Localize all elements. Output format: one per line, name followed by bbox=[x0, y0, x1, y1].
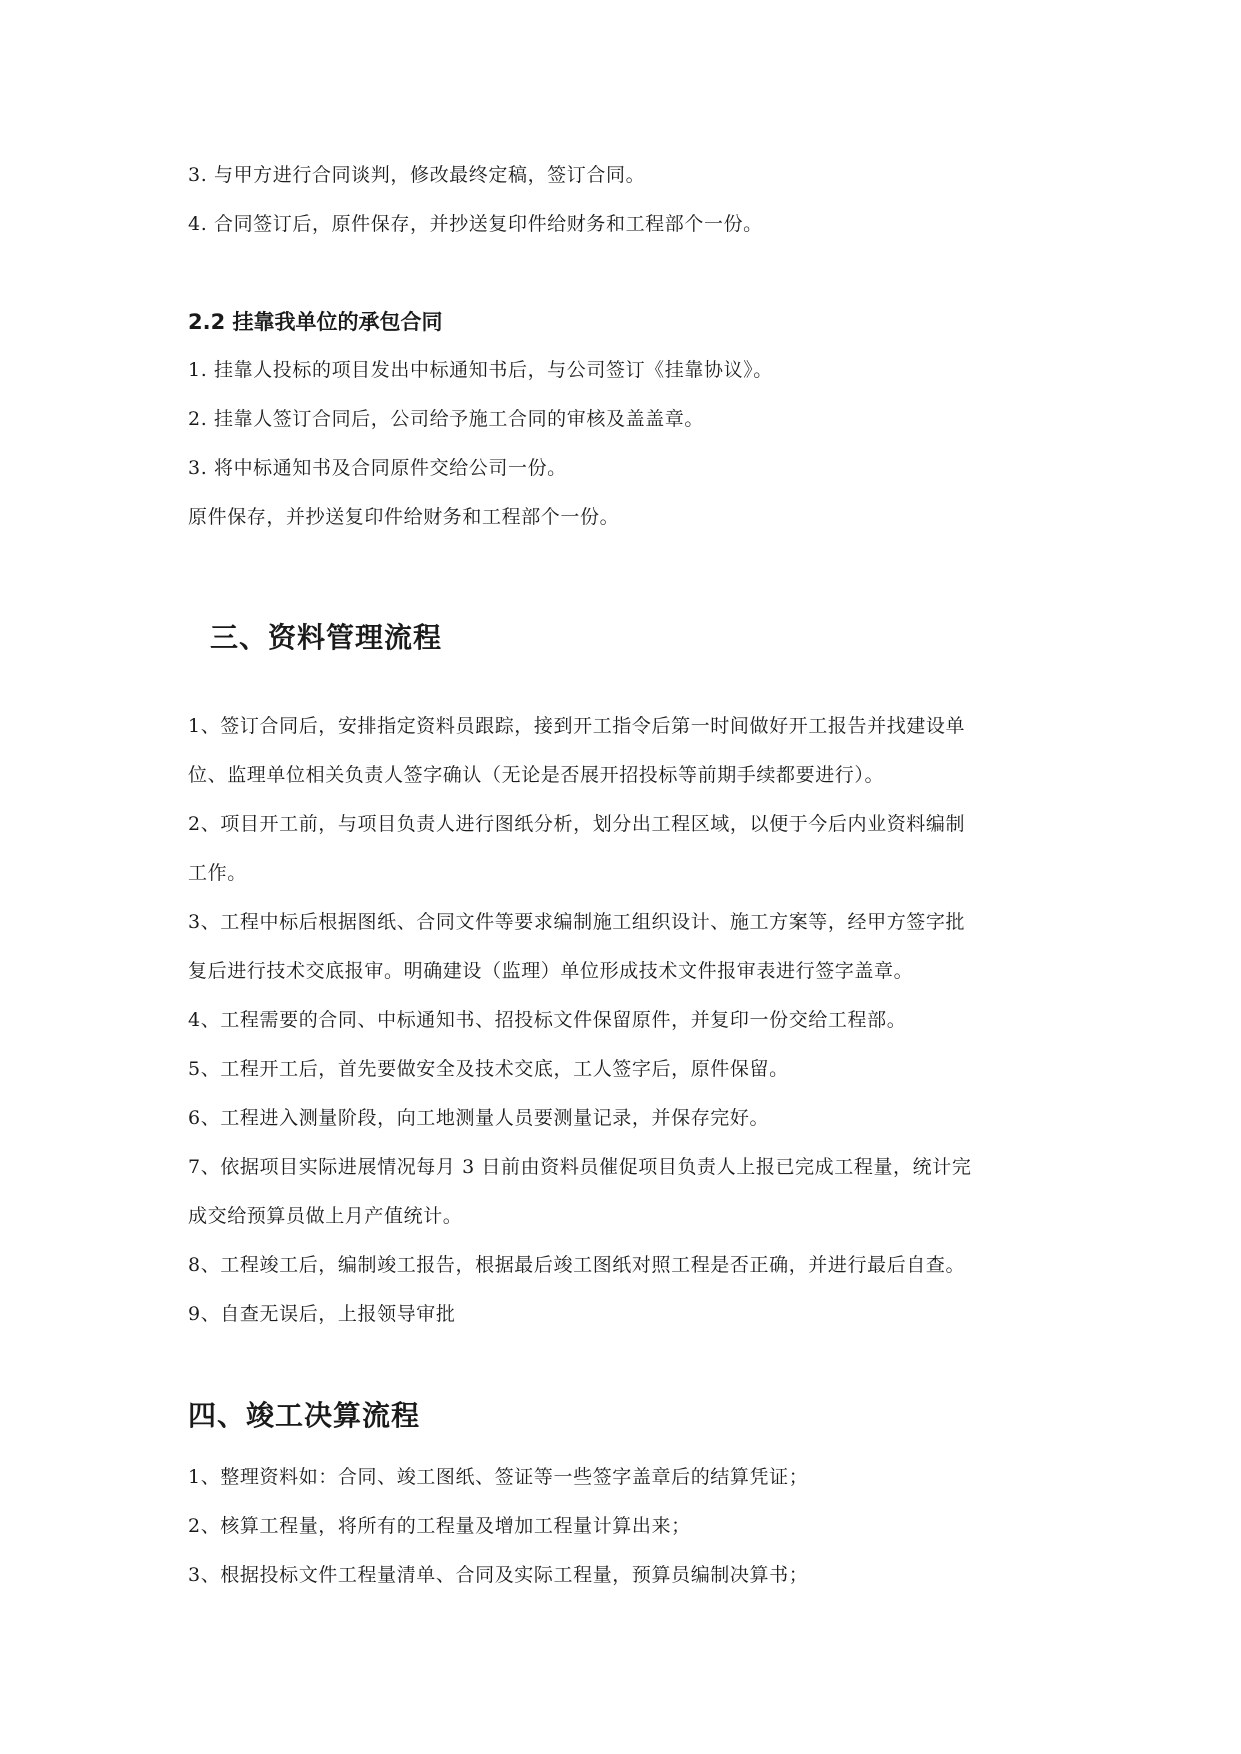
subsection-2-2-title: 2.2 挂靠我单位的承包合同 bbox=[188, 310, 443, 334]
doc-step-line: 5、工程开工后，首先要做安全及技术交底，工人签字后，原件保留。 bbox=[188, 1058, 789, 1080]
affiliate-step-1: 1. 挂靠人投标的项目发出中标通知书后，与公司签订《挂靠协议》。 bbox=[188, 359, 773, 381]
doc-step-line: 工作。 bbox=[188, 862, 247, 884]
contract-step-4: 4. 合同签订后，原件保存，并抄送复印件给财务和工程部个一份。 bbox=[188, 213, 763, 235]
settlement-step-line: 2、核算工程量，将所有的工程量及增加工程量计算出来； bbox=[188, 1515, 691, 1537]
settlement-step-line: 1、整理资料如：合同、竣工图纸、签证等一些签字盖章后的结算凭证； bbox=[188, 1466, 809, 1488]
doc-step-line: 位、监理单位相关负责人签字确认（无论是否展开招投标等前期手续都要进行）。 bbox=[188, 764, 885, 786]
doc-step-line: 8、工程竣工后，编制竣工报告，根据最后竣工图纸对照工程是否正确，并进行最后自查。 bbox=[188, 1254, 966, 1276]
doc-step-line: 2、项目开工前，与项目负责人进行图纸分析，划分出工程区域，以便于今后内业资料编制 bbox=[188, 813, 966, 835]
doc-step-line: 4、工程需要的合同、中标通知书、招投标文件保留原件，并复印一份交给工程部。 bbox=[188, 1009, 907, 1031]
affiliate-note: 原件保存，并抄送复印件给财务和工程部个一份。 bbox=[188, 506, 620, 528]
doc-step-line: 7、依据项目实际进展情况每月 3 日前由资料员催促项目负责人上报已完成工程量，统计完 bbox=[188, 1156, 972, 1178]
doc-step-line: 9、自查无误后，上报领导审批 bbox=[188, 1303, 456, 1325]
contract-step-3: 3. 与甲方进行合同谈判，修改最终定稿，签订合同。 bbox=[188, 164, 646, 186]
affiliate-step-3: 3. 将中标通知书及合同原件交给公司一份。 bbox=[188, 457, 567, 479]
doc-step-line: 成交给预算员做上月产值统计。 bbox=[188, 1205, 463, 1227]
doc-step-line: 复后进行技术交底报审。明确建设（监理）单位形成技术文件报审表进行签字盖章。 bbox=[188, 960, 914, 982]
section-3-title: 三、资料管理流程 bbox=[210, 621, 443, 654]
doc-step-line: 3、工程中标后根据图纸、合同文件等要求编制施工组织设计、施工方案等，经甲方签字批 bbox=[188, 911, 966, 933]
section-4-title: 四、竣工决算流程 bbox=[188, 1399, 421, 1432]
doc-step-line: 6、工程进入测量阶段，向工地测量人员要测量记录，并保存完好。 bbox=[188, 1107, 770, 1129]
affiliate-step-2: 2. 挂靠人签订合同后，公司给予施工合同的审核及盖盖章。 bbox=[188, 408, 704, 430]
settlement-step-line: 3、根据投标文件工程量清单、合同及实际工程量，预算员编制决算书； bbox=[188, 1564, 809, 1586]
doc-step-line: 1、签订合同后，安排指定资料员跟踪，接到开工指令后第一时间做好开工报告并找建设单 bbox=[188, 715, 966, 737]
